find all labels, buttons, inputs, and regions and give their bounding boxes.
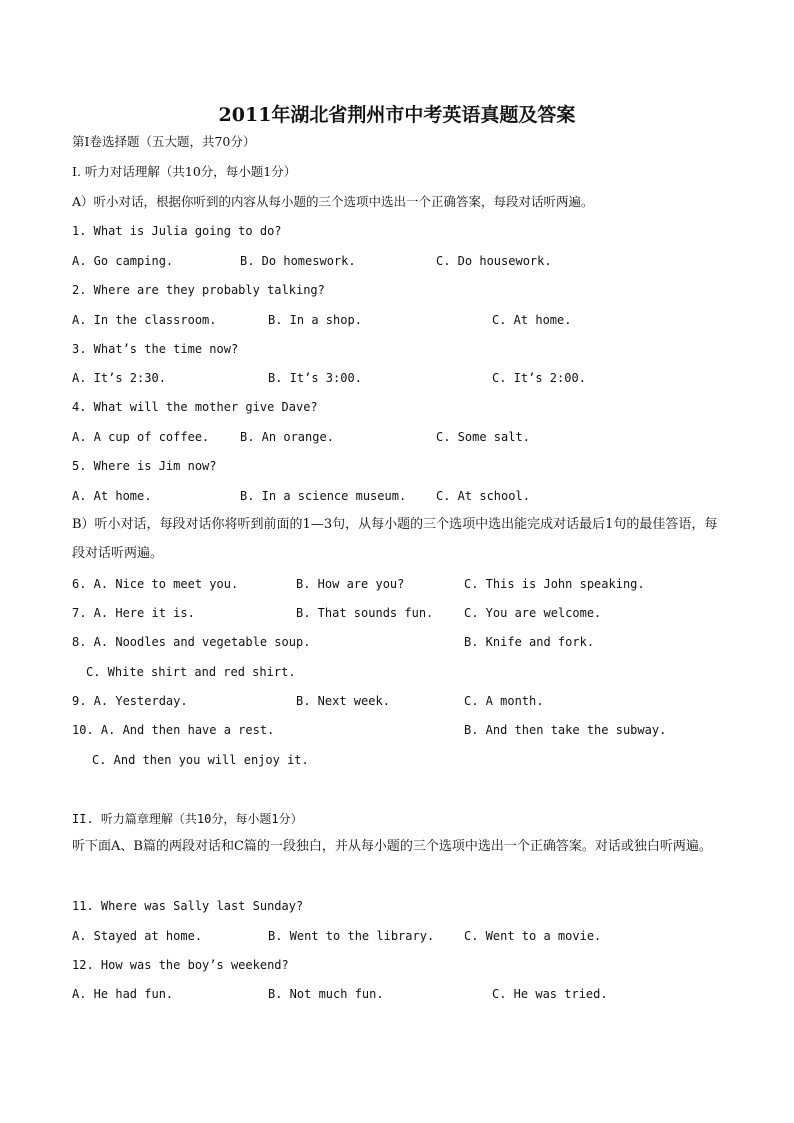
- option-2a: A. In the classroom.: [72, 313, 217, 327]
- option-11a: A. Stayed at home.: [72, 929, 203, 943]
- option-12b: B. Not much fun.: [268, 987, 384, 1001]
- option-1a: A. Go camping.: [72, 254, 174, 268]
- option-6a: 6. A. Nice to meet you.: [72, 577, 239, 591]
- question-11: 11. Where was Sally last Sunday?: [72, 899, 304, 913]
- section-2-heading: II. 听力篇章理解（共10分，每小题1分）: [72, 812, 303, 826]
- option-7a: 7. A. Here it is.: [72, 606, 195, 620]
- section-b-instruction: B）听小对话，每段对话你将听到前面的1—3句，从每小题的三个选项中选出能完成对话最后1句的最佳答语，每段对话听两遍。: [72, 517, 718, 561]
- option-3b: B. It’s 3:00.: [268, 371, 362, 385]
- option-8c: C. White shirt and red shirt.: [86, 665, 296, 679]
- section-instruction: A）听小对话，根据你听到的内容从每小题的三个选项中选出一个正确答案，每段对话听两遍。: [72, 194, 594, 209]
- option-6b: B. How are you?: [296, 577, 405, 591]
- option-4b: B. An orange.: [240, 430, 334, 444]
- question-4: 4. What will the mother give Dave?: [72, 400, 318, 414]
- option-10a: 10. A. And then have a rest.: [72, 723, 275, 737]
- option-2b: B. In a shop.: [268, 313, 362, 327]
- option-10c: C. And then you will enjoy it.: [92, 753, 309, 767]
- option-11c: C. Went to a movie.: [464, 929, 602, 943]
- question-5: 5. Where is Jim now?: [72, 459, 217, 473]
- option-12a: A. He had fun.: [72, 987, 174, 1001]
- option-6c: C. This is John speaking.: [464, 577, 645, 591]
- section-heading: I. 听力对话理解（共10分，每小题1分）: [72, 164, 297, 179]
- option-9b: B. Next week.: [296, 694, 390, 708]
- option-10b: B. And then take the subway.: [464, 723, 667, 737]
- option-7b: B. That sounds fun.: [296, 606, 434, 620]
- question-2: 2. Where are they probably talking?: [72, 283, 325, 297]
- option-3c: C. It’s 2:00.: [492, 371, 586, 385]
- option-8a: 8. A. Noodles and vegetable soup.: [72, 635, 311, 649]
- question-3: 3. What’s the time now?: [72, 342, 239, 356]
- option-5a: A. At home.: [72, 489, 152, 503]
- option-1b: B. Do homeswork.: [240, 254, 356, 268]
- option-4c: C. Some salt.: [436, 430, 530, 444]
- section-2-instruction: 听下面A、B篇的两段对话和C篇的一段独白，并从每小题的三个选项中选出一个正确答案。对话或独白听两遍。: [72, 839, 712, 854]
- option-3a: A. It’s 2:30.: [72, 371, 166, 385]
- question-1: 1. What is Julia going to do?: [72, 224, 282, 238]
- option-8b: B. Knife and fork.: [464, 635, 595, 649]
- page-title: 2011年湖北省荆州市中考英语真题及答案: [218, 104, 576, 126]
- option-2c: C. At home.: [492, 313, 572, 327]
- question-12: 12. How was the boy’s weekend?: [72, 958, 289, 972]
- option-12c: C. He was tried.: [492, 987, 608, 1001]
- part-heading: 第I卷选择题（五大题，共70分）: [72, 134, 256, 149]
- option-7c: C. You are welcome.: [464, 606, 602, 620]
- option-11b: B. Went to the library.: [268, 929, 435, 943]
- option-4a: A. A cup of coffee.: [72, 430, 210, 444]
- option-9c: C. A month.: [464, 694, 544, 708]
- option-9a: 9. A. Yesterday.: [72, 694, 188, 708]
- option-5c: C. At school.: [436, 489, 530, 503]
- option-1c: C. Do housework.: [436, 254, 552, 268]
- option-5b: B. In a science museum.: [240, 489, 407, 503]
